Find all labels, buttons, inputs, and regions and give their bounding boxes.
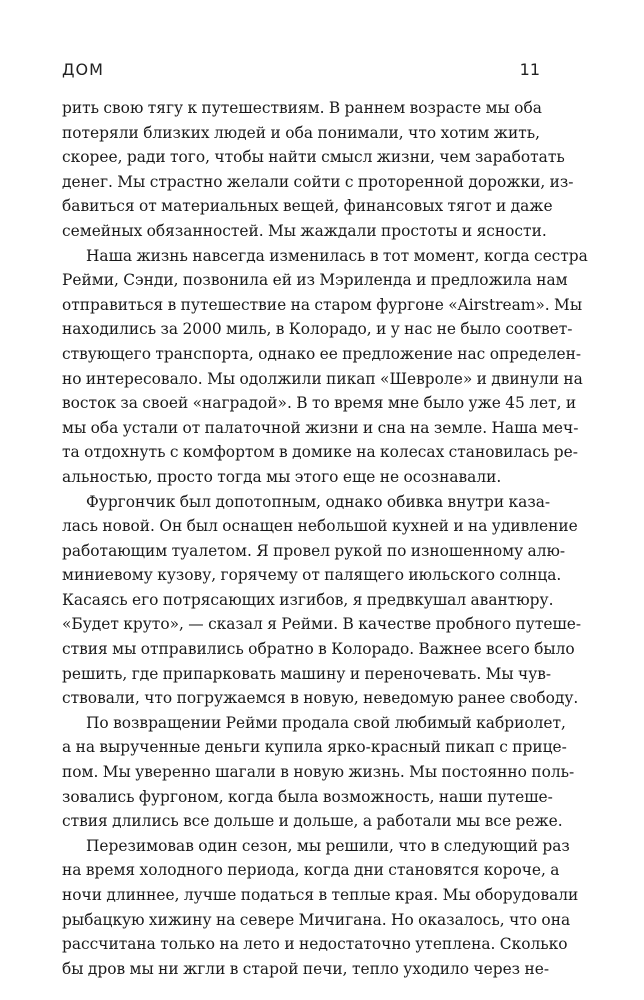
text-line: лась новой. Он был оснащен небольшой кухней и на удивление — [62, 517, 578, 536]
text-line: мы оба устали от палаточной жизни и сна на земле. Наша меч- — [62, 418, 579, 437]
text-line: Фургончик был допотопным, однако обивка внутри каза- — [86, 492, 551, 511]
text-line: рить свою тягу к путешествиям. В раннем возрасте мы оба — [62, 99, 542, 117]
text-line: восток за своей «наградой». В то время мне было уже 45 лет, и — [62, 394, 577, 413]
text-line: миниевому кузову, горячему от палящего июльского солнца. — [62, 566, 562, 585]
text-line: потеряли близких людей и оба понимали, что хотим жить, — [62, 123, 540, 142]
text-line: денег. Мы страстно желали сойти с проторенной дорожки, из- — [62, 172, 574, 191]
text-line: рассчитана только на лето и недостаточно утеплена. Сколько — [62, 935, 568, 954]
text-line: пом. Мы уверенно шагали в новую жизнь. Мы постоянно поль- — [62, 763, 575, 782]
paragraph — [62, 244, 588, 490]
paragraph — [62, 711, 575, 834]
text-line: семейных обязанностей. Мы жаждали простоты и ясности. — [62, 221, 547, 240]
text-line: ствия мы отправились обратно в Колорадо. Важнее всего было — [62, 640, 575, 659]
text-line: Перезимовав один сезон, мы решили, что в следующий раз — [86, 836, 570, 855]
text-line: скорее, ради того, чтобы найти смысл жизни, чем заработать — [62, 148, 565, 167]
paragraph — [62, 834, 579, 982]
text-line: находились за 2000 миль, в Колорадо, и у нас не было соответ- — [62, 320, 573, 339]
text-line: Касаясь его потрясающих изгибов, я предвкушал авантюру. — [62, 590, 554, 609]
text-line: «Будет круто», — сказал я Рейми. В качестве пробного путеше- — [62, 615, 582, 634]
text-line: Рейми, Сэнди, позвонила ей из Мэриленда и предложила нам — [62, 271, 568, 290]
text-line: альностью, просто тогда мы этого еще не осознавали. — [62, 467, 502, 486]
text-line: а на вырученные деньги купила ярко-красный пикап с прице- — [62, 738, 567, 757]
text-line: ствовали, что погружаемся в новую, неведомую ранее свободу. — [62, 689, 579, 708]
text-line: на время холодного периода, когда дни становятся короче, а — [62, 861, 560, 880]
text-line: рыбацкую хижину на севере Мичигана. Но оказалось, что она — [62, 910, 571, 929]
text-line: но интересовало. Мы одолжили пикап «Шевроле» и двинули на — [62, 369, 583, 388]
text-line: бы дров мы ни жгли в старой печи, тепло уходило через не- — [62, 959, 550, 978]
text-line: ствия длились все дольше и дольше, а работали мы все реже. — [62, 812, 563, 831]
paragraph — [62, 490, 582, 711]
text-line: работающим туалетом. Я провел рукой по изношенному алю- — [62, 541, 566, 560]
text-line: отправиться в путешествие на старом фургоне «Airstream». Мы — [62, 295, 583, 314]
text-line: По возвращении Рейми продала свой любимый кабриолет, — [86, 713, 566, 732]
text-line: Наша жизнь навсегда изменилась в тот момент, когда сестра — [86, 246, 588, 265]
text-line: ствующего транспорта, однако ее предложение нас определен- — [62, 344, 582, 363]
running-head: ДОМ — [62, 60, 104, 79]
page-header — [62, 60, 540, 82]
body-text — [62, 96, 588, 981]
text-line: ночи длиннее, лучше податься в теплые края. Мы оборудовали — [62, 886, 579, 904]
text-line: та отдохнуть с комфортом в домике на колесах становилась ре- — [62, 443, 578, 462]
paragraph — [62, 96, 574, 244]
text-line: зовались фургоном, когда была возможность, наши путеше- — [62, 787, 553, 806]
page-number: 11 — [519, 60, 540, 79]
text-line: бавиться от материальных вещей, финансовых тягот и даже — [62, 197, 553, 216]
text-line: решить, где припарковать машину и переночевать. Мы чув- — [62, 664, 552, 683]
